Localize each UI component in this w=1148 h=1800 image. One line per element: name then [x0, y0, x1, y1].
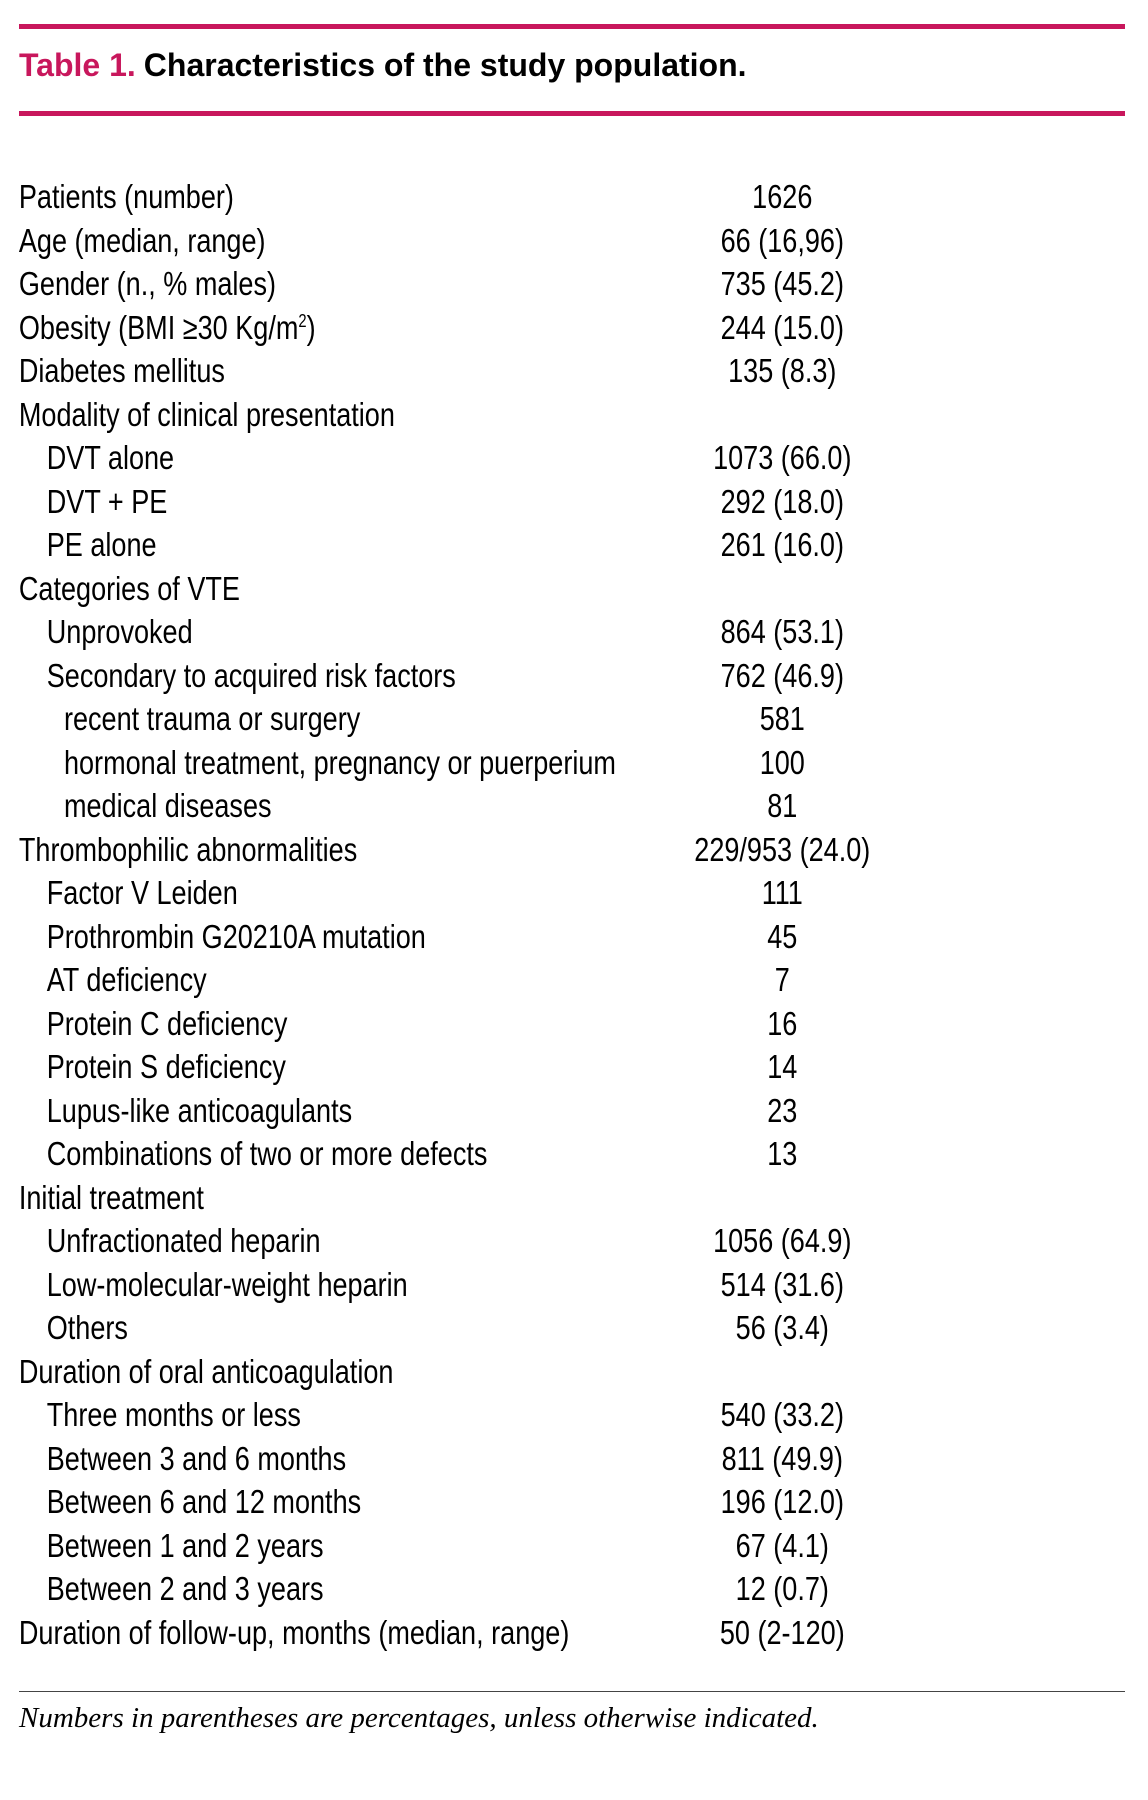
row-value-text: 7	[774, 961, 790, 998]
row-label-text: Prothrombin G20210A mutation	[46, 917, 426, 955]
caption-top-rule	[19, 24, 1125, 29]
row-label-text: Protein S deficiency	[46, 1048, 286, 1085]
table-caption	[19, 47, 747, 84]
row-value-text: 864 (53.1)	[720, 613, 844, 650]
row-label	[19, 175, 234, 219]
row-value-text: 735 (45.2)	[720, 265, 844, 302]
row-label-suffix: )	[306, 308, 316, 346]
row-label	[47, 610, 193, 654]
row-label-superscript: 2	[298, 310, 307, 331]
row-label	[47, 871, 238, 915]
table-row	[0, 1524, 1148, 1568]
table-row	[0, 784, 1148, 828]
row-label	[19, 828, 357, 872]
row-label-text: Combinations of two or more defects	[46, 1135, 488, 1172]
row-label	[47, 1219, 321, 1263]
table-row	[0, 349, 1148, 393]
table-row	[0, 567, 1148, 611]
row-label	[47, 436, 174, 480]
row-value-text: 581	[759, 700, 805, 737]
row-label	[19, 349, 225, 393]
row-label	[47, 1567, 324, 1611]
row-label	[47, 654, 456, 698]
row-label	[47, 480, 168, 524]
row-label	[19, 1176, 204, 1220]
row-value-text: 67 (4.1)	[735, 1526, 829, 1564]
row-label-text: Secondary to acquired risk factors	[46, 656, 456, 694]
table-label: Table 1.	[19, 47, 136, 83]
row-label	[47, 958, 207, 1002]
table-row	[0, 523, 1148, 567]
row-label	[47, 1002, 288, 1046]
row-label	[19, 1350, 394, 1394]
table-row	[0, 828, 1148, 872]
table-row	[0, 436, 1148, 480]
table-row	[0, 741, 1148, 785]
table-row	[0, 393, 1148, 437]
row-label-text: Age (median, range)	[18, 221, 266, 259]
table-row	[0, 1132, 1148, 1176]
row-label-text: recent trauma or surgery	[63, 700, 361, 737]
row-label	[47, 1089, 352, 1133]
row-label-text: DVT alone	[46, 439, 175, 476]
table-row	[0, 654, 1148, 698]
table-row	[0, 262, 1148, 306]
row-label	[47, 915, 426, 959]
row-label-text: Unfractionated heparin	[46, 1222, 321, 1259]
table-row	[0, 871, 1148, 915]
row-value-text: 229/953 (24.0)	[694, 830, 871, 868]
row-label	[47, 1524, 324, 1568]
row-label-text: Between 1 and 2 years	[46, 1526, 324, 1564]
row-label	[47, 1045, 286, 1089]
row-label	[64, 784, 272, 828]
footnote-rule	[19, 1691, 1125, 1692]
row-value-text: 244 (15.0)	[720, 308, 844, 346]
row-label-text: AT deficiency	[46, 961, 207, 998]
row-label	[47, 1480, 361, 1524]
row-value-text: 66 (16,96)	[720, 221, 844, 259]
table-row	[0, 219, 1148, 263]
row-value-text: 292 (18.0)	[720, 482, 844, 520]
row-value-text: 1056 (64.9)	[713, 1222, 852, 1259]
table-row	[0, 1437, 1148, 1481]
row-label-text: Duration of oral anticoagulation	[18, 1352, 394, 1390]
row-value-text: 50 (2-120)	[719, 1613, 845, 1651]
row-label-text: Categories of VTE	[18, 569, 240, 607]
table-row	[0, 1567, 1148, 1611]
row-label	[19, 1611, 569, 1655]
table-row	[0, 1176, 1148, 1220]
row-label	[47, 1393, 301, 1437]
table-row	[0, 306, 1148, 350]
row-label-text: hormonal treatment, pregnancy or puerperium	[63, 743, 616, 781]
row-value-text: 540 (33.2)	[720, 1396, 844, 1433]
row-label	[19, 306, 316, 350]
row-value-text: 811 (49.9)	[721, 1439, 843, 1477]
row-value-text: 12 (0.7)	[735, 1570, 829, 1607]
row-value-text: 261 (16.0)	[720, 526, 844, 563]
row-label-text: Factor V Leiden	[46, 874, 238, 911]
table-row	[0, 915, 1148, 959]
table-row	[0, 1219, 1148, 1263]
table-row	[0, 1306, 1148, 1350]
row-label-text: Between 6 and 12 months	[46, 1483, 362, 1520]
row-label-text: Diabetes mellitus	[18, 352, 225, 389]
table-row	[0, 1350, 1148, 1394]
row-label-text: Duration of follow-up, months (median, range)	[18, 1613, 570, 1651]
row-label-text: Unprovoked	[46, 613, 193, 650]
row-value-text: 14	[767, 1048, 798, 1085]
row-label-text: Between 3 and 6 months	[46, 1439, 347, 1477]
row-label	[64, 741, 616, 785]
row-value-text: 13	[767, 1135, 798, 1172]
row-value-text: 81	[767, 787, 798, 824]
table-row	[0, 175, 1148, 219]
row-value-text: 762 (46.9)	[720, 656, 844, 694]
row-label	[19, 393, 395, 437]
table-row	[0, 958, 1148, 1002]
row-value-text: 100	[759, 743, 805, 781]
row-label-text: Protein C deficiency	[46, 1004, 288, 1042]
row-label-text: Modality of clinical presentation	[18, 395, 395, 433]
row-label-text: Three months or less	[46, 1396, 301, 1433]
row-value-text: 45	[767, 917, 798, 955]
row-value-text: 514 (31.6)	[720, 1265, 844, 1303]
row-label-text: Low-molecular-weight heparin	[46, 1265, 408, 1303]
row-value-text: 196 (12.0)	[720, 1483, 844, 1520]
row-label	[47, 1132, 488, 1176]
row-label-text: Initial treatment	[18, 1178, 204, 1216]
row-value-text: 16	[767, 1004, 798, 1042]
row-label	[64, 697, 360, 741]
table-body	[0, 175, 1148, 1654]
table-row	[0, 1045, 1148, 1089]
row-label-text: Obesity (BMI ≥30 Kg/m	[18, 308, 299, 346]
row-value-text: 111	[761, 874, 803, 911]
table-title: Characteristics of the study population.	[143, 47, 747, 83]
row-label-text: Others	[46, 1309, 128, 1346]
row-label	[19, 567, 240, 611]
row-label-text: Patients (number)	[18, 178, 234, 215]
row-value-text: 1626	[752, 178, 813, 215]
table-footnote: Numbers in parentheses are percentages, unless otherwise indicated.	[19, 1702, 819, 1734]
row-value-text: 56 (3.4)	[735, 1309, 829, 1346]
table-row	[0, 1263, 1148, 1307]
row-label-text: Lupus-like anticoagulants	[46, 1091, 353, 1129]
table-row	[0, 697, 1148, 741]
table-row	[0, 1611, 1148, 1655]
row-label-text: medical diseases	[63, 787, 272, 824]
table-row	[0, 1393, 1148, 1437]
row-label-text: Thrombophilic abnormalities	[18, 830, 358, 868]
table-row	[0, 480, 1148, 524]
table-row	[0, 1089, 1148, 1133]
row-label	[47, 1306, 128, 1350]
table-row	[0, 610, 1148, 654]
row-label	[47, 1263, 408, 1307]
row-label-text: Between 2 and 3 years	[46, 1570, 324, 1607]
row-label-text: DVT + PE	[46, 482, 168, 520]
row-value-text: 135 (8.3)	[728, 352, 837, 389]
row-label	[47, 523, 157, 567]
row-label-text: Gender (n., % males)	[18, 265, 277, 302]
row-label	[19, 262, 276, 306]
table-row	[0, 1002, 1148, 1046]
row-label-text: PE alone	[46, 526, 157, 563]
row-label	[47, 1437, 346, 1481]
row-label	[19, 219, 266, 263]
row-value-text: 1073 (66.0)	[713, 439, 852, 476]
row-value-text: 23	[767, 1091, 798, 1129]
caption-bottom-rule	[19, 111, 1125, 116]
table-row	[0, 1480, 1148, 1524]
